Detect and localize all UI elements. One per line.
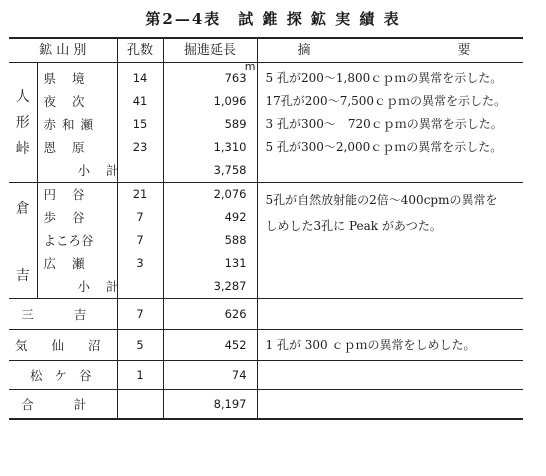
table-row: [9, 330, 523, 361]
drill-length: 1,096: [163, 90, 257, 113]
survey-results-table: [9, 37, 523, 420]
region-char: 倉: [15, 200, 30, 217]
note-line: 5孔が自然放射能の2倍～400cpmの異常を: [265, 193, 498, 207]
table-header-row: [9, 38, 523, 63]
note: [257, 390, 523, 420]
table-row: [9, 63, 523, 91]
total-label: 合 計: [9, 390, 117, 420]
mine-name: よころ谷: [37, 229, 117, 252]
table-row: [9, 299, 523, 330]
table-row: [9, 90, 523, 113]
subtotal-length: 3,758: [163, 159, 257, 183]
mine-name: 気 仙 沼: [9, 330, 117, 361]
note: [257, 159, 523, 183]
subtotal-row: [9, 159, 523, 183]
hole-count: 21: [117, 183, 163, 207]
drill-length: 131: [163, 252, 257, 275]
hole-count: 15: [117, 113, 163, 136]
subtotal-length: 3,287: [163, 275, 257, 299]
note: 3 孔が300～ 720ｃｐｍの異常を示した。: [265, 117, 503, 131]
header-notes-b: 要: [457, 43, 471, 58]
region-char: 人: [15, 88, 30, 105]
drill-length: 74: [163, 361, 257, 390]
total-length: 8,197: [163, 390, 257, 420]
mine-name: 松 ケ 谷: [9, 361, 117, 390]
header-notes-a: 摘: [297, 43, 311, 58]
mine-name: 広 瀬: [37, 252, 117, 275]
hole-count: 23: [117, 136, 163, 159]
hole-count: 7: [117, 229, 163, 252]
region-kurayoshi: [9, 183, 37, 299]
note-line: しめした3孔に Peak があつた。: [265, 219, 442, 233]
drill-length: 452: [163, 330, 257, 361]
hole-count: 1: [117, 361, 163, 390]
header-holes: 孔数: [117, 38, 163, 63]
subtotal-label: 小 計: [37, 159, 117, 183]
header-length: 掘進延長: [163, 38, 257, 63]
hole-count: 7: [117, 299, 163, 330]
header-mine: 鉱 山 別: [9, 38, 117, 63]
note-kurayoshi: [257, 183, 523, 299]
region-char: 形: [15, 114, 30, 131]
table-row: [9, 183, 523, 207]
region-char: 峠: [15, 140, 30, 157]
region-char: 吉: [15, 267, 30, 284]
drill-length: [163, 60, 257, 91]
drill-length: 626: [163, 299, 257, 330]
mine-name: 歩 谷: [37, 206, 117, 229]
table-title: 第2—4表 試 錐 探 鉱 実 績 表: [145, 10, 401, 28]
hole-count: 41: [117, 90, 163, 113]
drill-length-value: 763: [224, 71, 247, 85]
mine-name: 県 境: [37, 63, 117, 91]
hole-count: 5: [117, 330, 163, 361]
mine-name: 円 谷: [37, 183, 117, 207]
hole-count: 14: [117, 63, 163, 91]
note: 5 孔が200～1,800ｃｐｍの異常を示した。: [265, 71, 503, 85]
length-unit: m: [244, 60, 256, 73]
drill-length: 588: [163, 229, 257, 252]
table-row: [9, 113, 523, 136]
mine-name: 夜 次: [37, 90, 117, 113]
drill-length: 1,310: [163, 136, 257, 159]
table-row: [9, 361, 523, 390]
mine-name: 恩 原: [37, 136, 117, 159]
drill-length: 492: [163, 206, 257, 229]
note: [257, 361, 523, 390]
hole-count: 3: [117, 252, 163, 275]
hole-count: [117, 390, 163, 420]
drill-length: 589: [163, 113, 257, 136]
hole-count: 7: [117, 206, 163, 229]
subtotal-label: 小 計: [37, 275, 117, 299]
note: [257, 299, 523, 330]
table-row: [9, 136, 523, 159]
note: 1 孔が 300 ｃｐｍの異常をしめした。: [257, 330, 523, 361]
mine-name: 赤和瀬: [37, 113, 117, 136]
note: 17孔が200～7,500ｃｐｍの異常を示した。: [265, 94, 507, 108]
header-notes: [257, 38, 523, 63]
region-ningyo: [9, 63, 37, 183]
note: 5 孔が300～2,000ｃｐｍの異常を示した。: [265, 140, 503, 154]
mine-name: 三 吉: [9, 299, 117, 330]
drill-length: 2,076: [163, 183, 257, 207]
total-row: [9, 390, 523, 420]
